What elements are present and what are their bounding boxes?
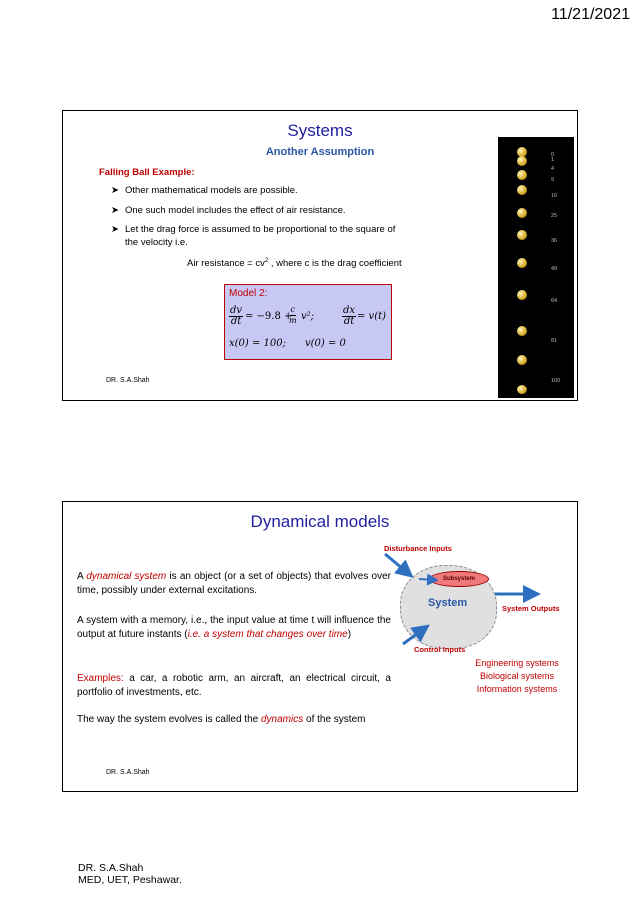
initial-x: x(0) = 100; bbox=[229, 338, 286, 349]
bullet-item: ➤ One such model includes the effect of air resistance. bbox=[111, 205, 346, 216]
ball-icon bbox=[517, 230, 527, 240]
system-outputs-label: System Outputs bbox=[502, 604, 560, 613]
bullet-item: ➤ Let the drag force is assumed to be proportional to the square of the velocity i.e. bbox=[111, 224, 396, 248]
footer-author: DR. S.A.Shah bbox=[78, 862, 144, 874]
tick-label: 1 bbox=[551, 157, 555, 163]
ball-icon bbox=[517, 385, 527, 394]
control-inputs-label: Control Inputs bbox=[414, 645, 466, 654]
page-date: 11/21/2021 bbox=[551, 6, 630, 23]
model-2-box bbox=[224, 284, 392, 360]
dx-dt-fraction: $\frac{dx}{dt}$ bbox=[343, 305, 356, 327]
tick-label: 4 bbox=[551, 166, 555, 172]
falling-ball-image bbox=[498, 137, 574, 398]
eq2-tail: = v(t) bbox=[357, 311, 387, 322]
tick-label: 49 bbox=[551, 266, 558, 272]
eq1-tail: v²; bbox=[301, 311, 315, 322]
tick-label: 16 bbox=[551, 193, 558, 199]
page-footer bbox=[78, 862, 182, 886]
arrow-bullet-icon: ➤ bbox=[111, 224, 119, 235]
tick-label: 81 bbox=[551, 338, 558, 344]
subsystem-arrow bbox=[419, 579, 435, 580]
tick-label: 25 bbox=[551, 213, 558, 219]
application-item: Biological systems bbox=[479, 671, 555, 681]
arrow-bullet-icon: ➤ bbox=[111, 185, 119, 196]
slide-subtitle: Another Assumption bbox=[265, 146, 375, 158]
diagram-arrows bbox=[63, 502, 577, 791]
control-arrow bbox=[403, 628, 425, 644]
paragraph-definition: A dynamical system is an object (or a set of objects) that evolves over time, possibly under external excitations. bbox=[77, 571, 392, 596]
application-item: Information systems bbox=[476, 684, 558, 694]
slide-title: Dynamical models bbox=[250, 512, 390, 531]
paragraph-memory: A system with a memory, i.e., the input value at time t will influence the output at future instants (i.e. a system that changes over time) bbox=[77, 615, 391, 640]
initial-v: v(0) = 0 bbox=[305, 338, 346, 349]
ball-icon bbox=[517, 290, 527, 300]
ball-icon bbox=[517, 355, 527, 365]
ball-icon bbox=[517, 170, 527, 180]
ball-icon bbox=[517, 156, 527, 166]
c-m-fraction: $\frac{c}{m}$ bbox=[289, 305, 297, 325]
bullet-item: ➤ Other mathematical models are possible. bbox=[111, 185, 298, 196]
ball-icon bbox=[517, 208, 527, 218]
application-item: Engineering systems bbox=[475, 658, 559, 668]
paragraph-dynamics: The way the system evolves is called the dynamics of the system bbox=[77, 714, 366, 725]
eq1-mid: = −9.8 + bbox=[245, 311, 293, 322]
slide-dynamical-models bbox=[62, 501, 578, 792]
ball-icon bbox=[517, 185, 527, 195]
tick-label: 100 bbox=[551, 378, 561, 384]
system-label: System bbox=[428, 597, 468, 609]
tick-label: 36 bbox=[551, 238, 558, 244]
tick-label: 9 bbox=[551, 177, 555, 183]
arrow-bullet-icon: ➤ bbox=[111, 205, 119, 216]
slide-title: Systems bbox=[287, 121, 353, 140]
tick-label: 0 bbox=[551, 152, 555, 158]
disturbance-arrow bbox=[385, 554, 409, 574]
paragraph-examples: Examples: a car, a robotic arm, an aircraft, an electrical circuit, a portfolio of investments, etc. bbox=[77, 673, 391, 698]
footer-institution: MED, UET, Peshawar. bbox=[78, 874, 182, 886]
slide-author: DR. S.A.Shah bbox=[106, 769, 150, 776]
example-heading: Falling Ball Example: bbox=[99, 167, 195, 178]
air-resistance-text: Air resistance = $cv^2$ , where c is the drag coefficient bbox=[187, 258, 402, 270]
disturbance-inputs-label: Disturbance Inputs bbox=[384, 544, 452, 553]
tick-label: 64 bbox=[551, 298, 558, 304]
model-label: Model 2: bbox=[229, 288, 268, 299]
subsystem-ellipse: Subsystem bbox=[429, 571, 489, 587]
slide-systems bbox=[62, 110, 578, 401]
dv-dt-fraction: $\frac{dv}{dt}$ bbox=[230, 305, 243, 327]
ball-icon bbox=[517, 326, 527, 336]
slide-author: DR. S.A.Shah bbox=[106, 377, 150, 384]
ball-icon bbox=[517, 258, 527, 268]
